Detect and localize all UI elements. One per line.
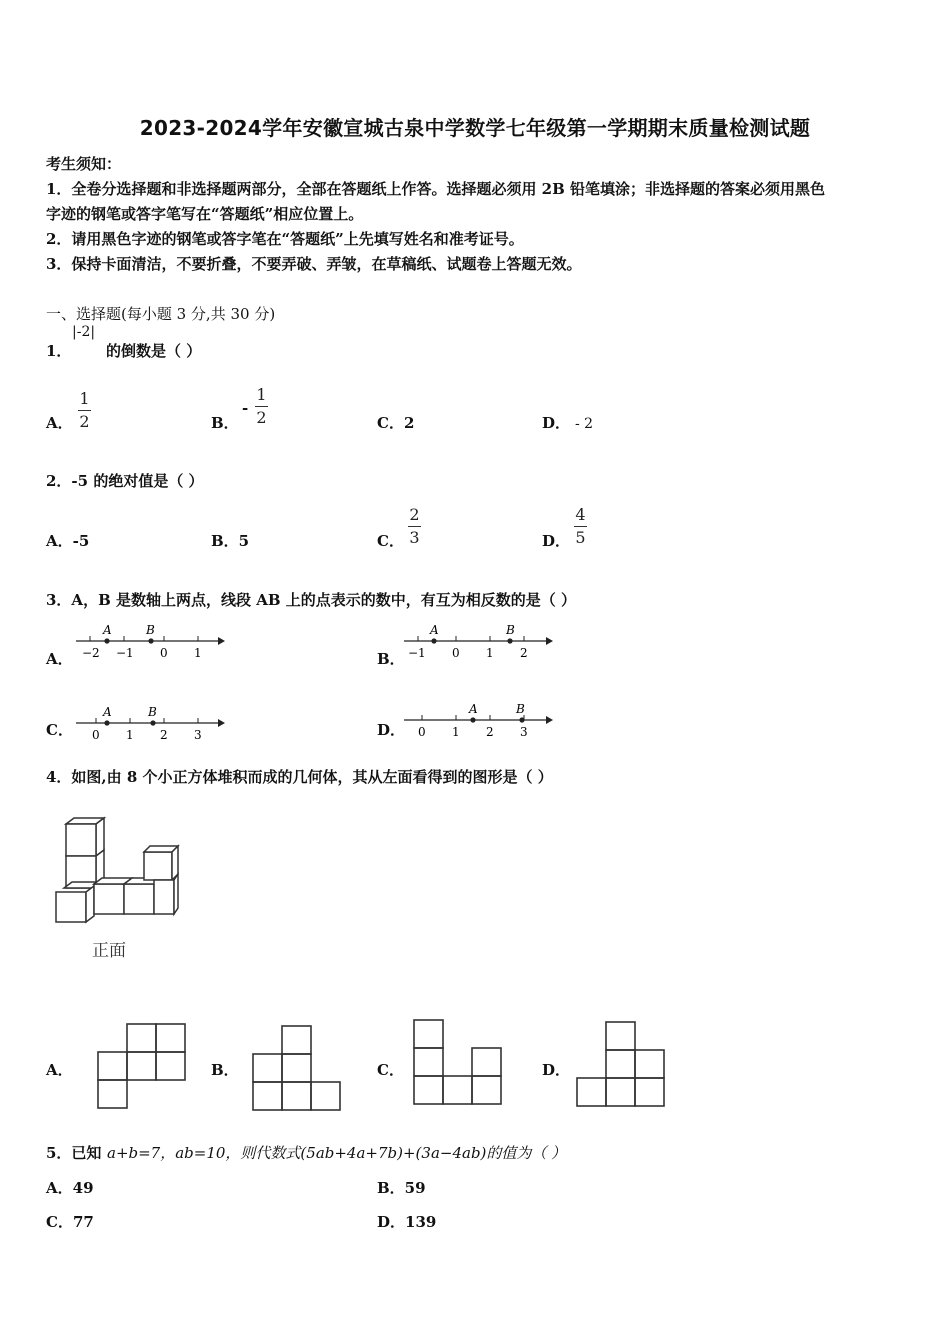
notice-heading: 考生须知： — [46, 155, 122, 173]
front-label: 正面 — [92, 941, 126, 961]
q2-option-c: C． — [377, 532, 404, 550]
q5-option-c: C．77 — [46, 1213, 94, 1231]
q5-stem-prefix: 5．已知 — [46, 1144, 102, 1162]
q4-option-d: D． — [542, 1061, 571, 1079]
q1-option-b: B． — [211, 414, 239, 432]
q4-stem: 4．如图,由 8 个小正方体堆积而成的几何体，其从左面看得到的图形是（ ） — [46, 768, 553, 786]
point-b-label: B — [146, 623, 155, 637]
q1-b-numerator: 1 — [256, 385, 267, 404]
tick-label: −2 — [82, 646, 100, 660]
q3-number-line-b — [400, 620, 555, 662]
q1-number: 1． — [46, 342, 72, 360]
q1-stem: 的倒数是（ ） — [106, 342, 202, 360]
q3-option-c: C． — [46, 721, 73, 739]
q3-option-a: A． — [46, 650, 73, 668]
tick-label: 2 — [160, 728, 168, 742]
tick-label: 3 — [520, 725, 528, 739]
q2-option-d: D． — [542, 532, 571, 550]
q1-a-denominator: 2 — [79, 412, 90, 431]
q4-cube-figure — [48, 812, 188, 972]
q3-option-b: B． — [377, 650, 405, 668]
q5-option-a: A．49 — [46, 1179, 94, 1197]
q5-stem-expression: a+b=7，ab=10，则代数式(5ab+4a+7b)+(3a−4ab)的值为（ ） — [107, 1144, 567, 1162]
notice-line-1a: 1．全卷分选择题和非选择题两部分，全部在答题纸上作答。选择题必须用 2B 铅笔填涂；非选择题的答案必须用黑色 — [46, 180, 826, 198]
q1-option-a: A． — [46, 414, 73, 432]
tick-label: 1 — [126, 728, 134, 742]
q1-option-d: D． — [542, 414, 571, 432]
q2-c-denominator: 3 — [409, 528, 420, 547]
q4-option-a-figure — [95, 1022, 187, 1110]
q4-option-b: B． — [211, 1061, 239, 1079]
q1-a-numerator: 1 — [79, 389, 90, 408]
point-b-label: B — [148, 705, 157, 719]
tick-label: 0 — [160, 646, 168, 660]
q4-option-c: C． — [377, 1061, 404, 1079]
tick-label: 0 — [418, 725, 426, 739]
q1-option-a-fraction — [78, 390, 91, 431]
q1-option-b-sign: - — [242, 399, 249, 417]
q2-c-numerator: 2 — [409, 505, 420, 524]
q2-option-b: B．5 — [211, 532, 250, 550]
q5-option-b: B．59 — [377, 1179, 426, 1197]
q1-b-denominator: 2 — [256, 408, 267, 427]
q1-option-c: C．2 — [377, 414, 415, 432]
notice-line-2: 2．请用黑色字迹的钢笔或答字笔在“答题纸”上先填写姓名和准考证号。 — [46, 230, 524, 248]
tick-label: 0 — [452, 646, 460, 660]
q2-option-d-fraction — [574, 506, 587, 547]
q3-number-line-d — [400, 699, 555, 741]
notice-line-1b: 字迹的钢笔或答字笔写在“答题纸”相应位置上。 — [46, 205, 364, 223]
q2-d-denominator: 5 — [575, 528, 586, 547]
notice-line-3: 3．保持卡面清洁，不要折叠，不要弄破、弄皱，在草稿纸、试题卷上答题无效。 — [46, 255, 582, 273]
q1-option-b-fraction — [255, 386, 268, 427]
q2-option-a: A．-5 — [46, 532, 90, 550]
q2-stem: 2．-5 的绝对值是（ ） — [46, 472, 204, 490]
tick-label: 1 — [486, 646, 494, 660]
tick-label: 1 — [452, 725, 460, 739]
point-b-label: B — [506, 623, 515, 637]
q3-stem: 3．A，B 是数轴上两点，线段 AB 上的点表示的数中，有互为相反数的是（ ） — [46, 591, 576, 609]
point-a-label: A — [469, 702, 478, 716]
tick-label: −1 — [116, 646, 134, 660]
q1-abs-expression: |-2| — [72, 324, 96, 340]
q3-number-line-a — [72, 620, 227, 662]
section-heading: 一、选择题(每小题 3 分,共 30 分) — [46, 305, 276, 323]
q1-option-d-value: - 2 — [575, 416, 594, 432]
q3-number-line-c — [72, 702, 227, 744]
tick-label: −1 — [408, 646, 426, 660]
q4-option-a: A． — [46, 1061, 73, 1079]
tick-label: 3 — [194, 728, 202, 742]
page-title: 2023-2024学年安徽宣城古泉中学数学七年级第一学期期末质量检测试题 — [139, 116, 811, 140]
point-a-label: A — [103, 623, 112, 637]
tick-label: 0 — [92, 728, 100, 742]
q4-option-d-figure — [575, 1020, 667, 1108]
tick-label: 1 — [194, 646, 202, 660]
q4-option-b-figure — [251, 1024, 343, 1112]
q3-option-d: D． — [377, 721, 406, 739]
q5-option-d: D．139 — [377, 1213, 437, 1231]
point-a-label: A — [430, 623, 439, 637]
point-b-label: B — [516, 702, 525, 716]
q2-d-numerator: 4 — [575, 505, 586, 524]
tick-label: 2 — [486, 725, 494, 739]
q2-option-c-fraction — [408, 506, 421, 547]
tick-label: 2 — [520, 646, 528, 660]
point-a-label: A — [103, 705, 112, 719]
q4-option-c-figure — [412, 1018, 504, 1106]
